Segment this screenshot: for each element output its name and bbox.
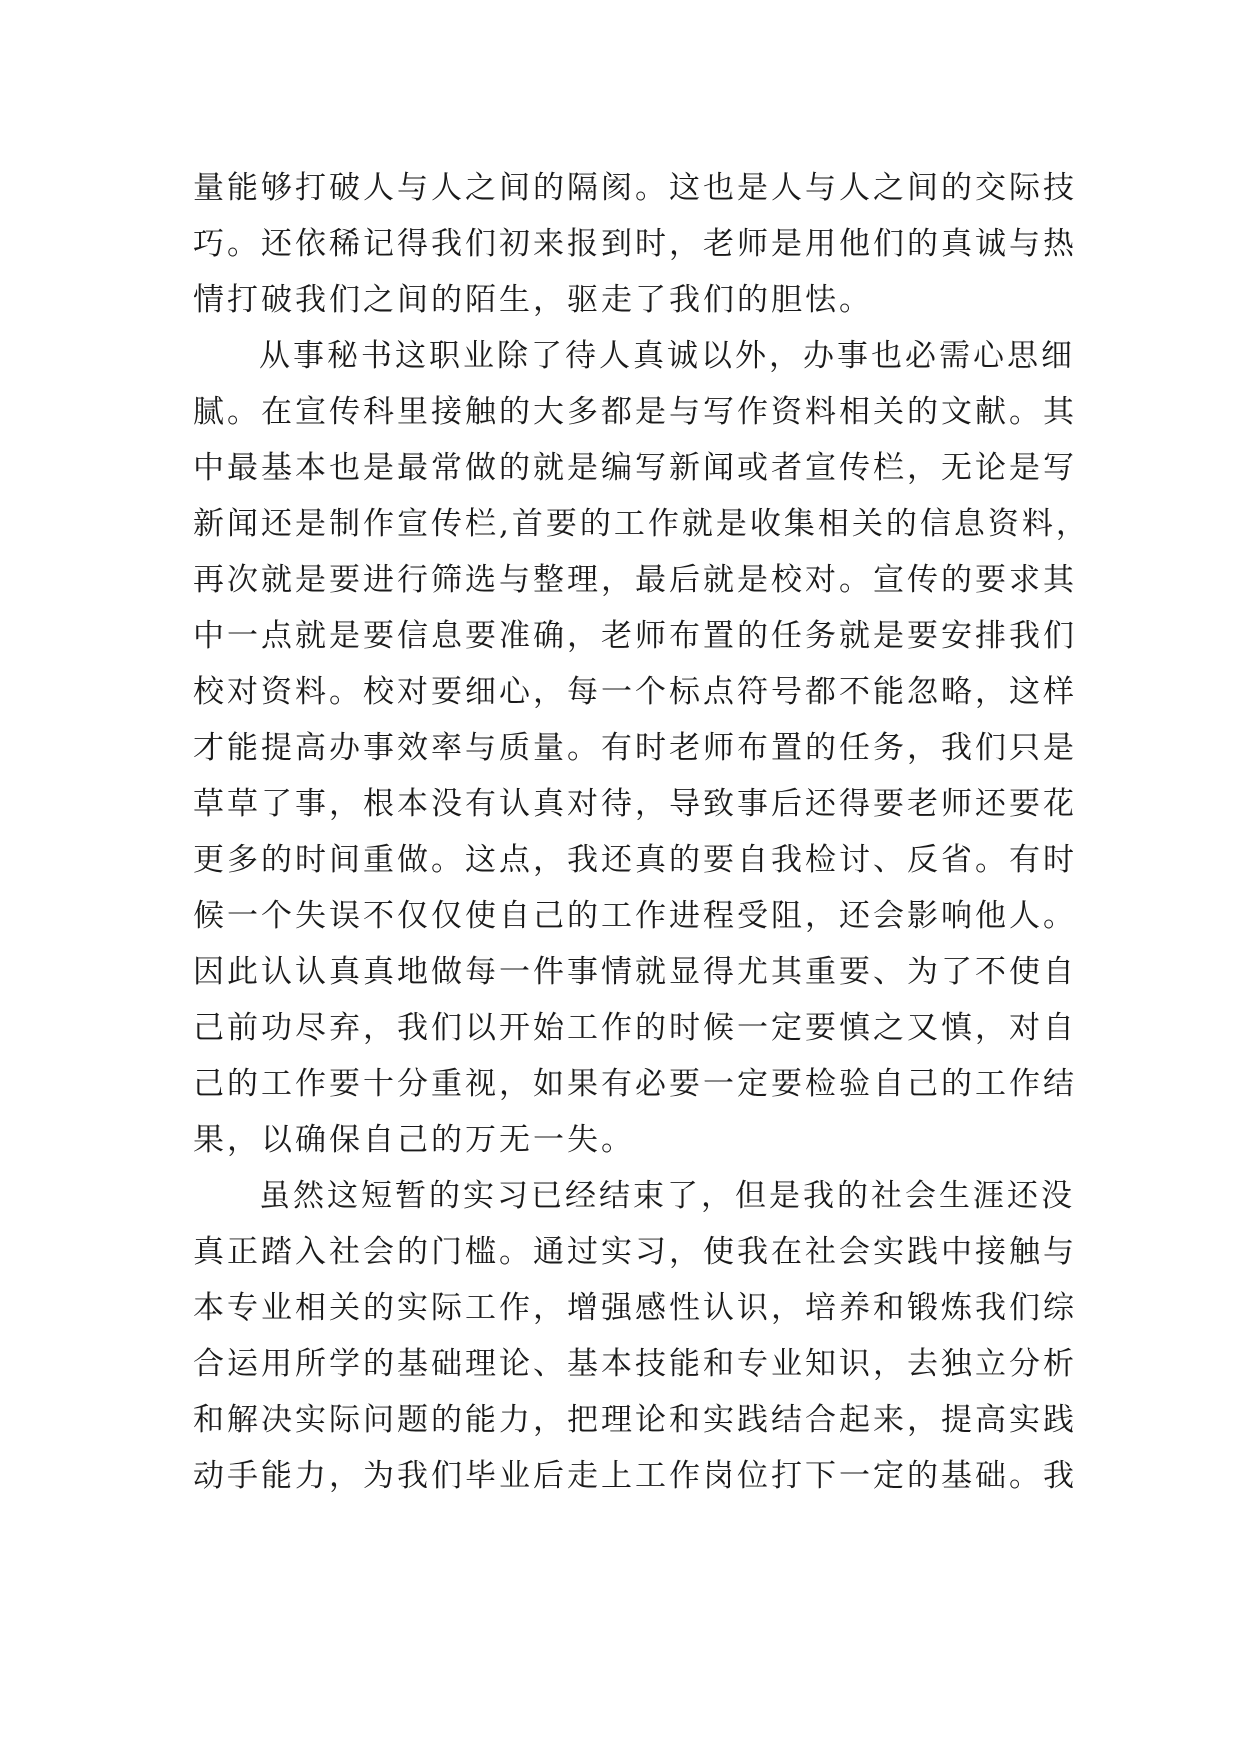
paragraph-first-line: 虽然这短暂的实习已经结束了，但是我的社会生涯还没 xyxy=(259,1178,1075,1214)
text-line: 草草了事，根本没有认真对待，导致事后还得要老师还要花 xyxy=(193,786,1077,822)
text-line: 果，以确保自己的万无一失。 xyxy=(193,1122,635,1158)
text-line: 和解决实际问题的能力，把理论和实践结合起来，提高实践 xyxy=(193,1402,1077,1438)
body-text xyxy=(193,160,1090,1504)
text-line: 巧。还依稀记得我们初来报到时，老师是用他们的真诚与热 xyxy=(193,226,1077,262)
text-line: 因此认认真真地做每一件事情就显得尤其重要、为了不使自 xyxy=(193,954,1077,990)
text-line: 真正踏入社会的门槛。通过实习，使我在社会实践中接触与 xyxy=(193,1234,1077,1270)
text-line: 更多的时间重做。这点，我还真的要自我检讨、反省。有时 xyxy=(193,842,1077,878)
text-line: 动手能力，为我们毕业后走上工作岗位打下一定的基础。我 xyxy=(193,1458,1077,1494)
text-line: 再次就是要进行筛选与整理，最后就是校对。宣传的要求其 xyxy=(193,562,1077,598)
text-line: 腻。在宣传科里接触的大多都是与写作资料相关的文献。其 xyxy=(193,394,1077,430)
text-line: 校对资料。校对要细心，每一个标点符号都不能忽略，这样 xyxy=(193,674,1077,710)
text-line: 情打破我们之间的陌生，驱走了我们的胆怯。 xyxy=(193,282,873,318)
text-line: 中最基本也是最常做的就是编写新闻或者宣传栏，无论是写 xyxy=(193,450,1077,486)
text-line: 才能提高办事效率与质量。有时老师布置的任务，我们只是 xyxy=(193,730,1077,766)
text-line: 己前功尽弃，我们以开始工作的时候一定要慎之又慎，对自 xyxy=(193,1010,1077,1046)
text-line: 候一个失误不仅仅使自己的工作进程受阻，还会影响他人。 xyxy=(193,898,1077,934)
text-line: 量能够打破人与人之间的隔阂。这也是人与人之间的交际技 xyxy=(193,170,1077,206)
text-line: 新闻还是制作宣传栏,首要的工作就是收集相关的信息资料， xyxy=(193,506,1090,542)
text-line: 己的工作要十分重视，如果有必要一定要检验自己的工作结 xyxy=(193,1066,1077,1102)
text-line: 合运用所学的基础理论、基本技能和专业知识，去独立分析 xyxy=(193,1346,1077,1382)
text-line: 本专业相关的实际工作，增强感性认识，培养和锻炼我们综 xyxy=(193,1290,1077,1326)
paragraph-first-line: 从事秘书这职业除了待人真诚以外，办事也必需心思细 xyxy=(259,338,1075,374)
text-line: 中一点就是要信息要准确，老师布置的任务就是要安排我们 xyxy=(193,618,1077,654)
